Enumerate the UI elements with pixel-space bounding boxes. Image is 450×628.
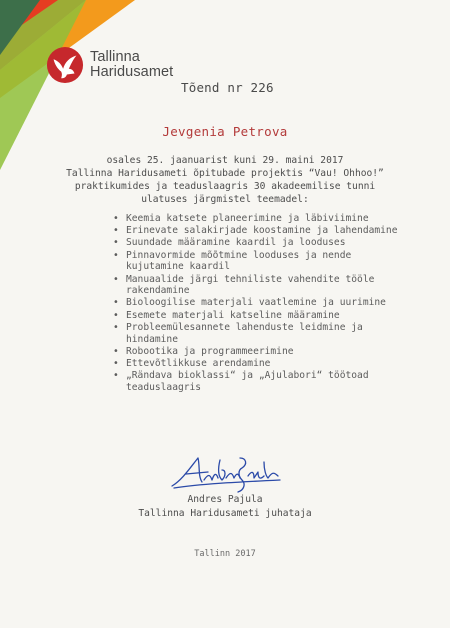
brand-name-line1: Tallinna [90,49,140,65]
topic-item: • Erinevate salakirjade koostamine ja lahendamine [113,225,403,237]
place-and-year: Tallinn 2017 [194,549,256,559]
intro-line: osales 25. jaanuarist kuni 29. maini 2017 [106,155,344,166]
brand-logo [46,46,173,84]
intro-text [40,154,410,206]
intro-line: praktikumides ja teaduslaagris 30 akadeemilise tunni [74,181,376,192]
topic-list [113,213,403,394]
signer-block [0,493,450,521]
topic-item: • Esemete materjali katseline määramine [113,310,403,322]
topic-item: • Pinnavormide mõõtmine looduses ja nende kujutamine kaardil [113,250,403,273]
intro-line: Tallinna Haridusameti õpitubade projektis “Vau! Ohhoo!” [66,168,384,179]
signer-name: Andres Pajula [187,494,263,505]
brand-name [90,50,173,80]
corner-decoration [0,0,140,175]
signer-title: Tallinna Haridusameti juhataja [138,508,312,519]
topic-item: • Ettevõtlikkuse arendamine [113,358,403,370]
bird-emblem-icon [46,46,84,84]
brand-name-line2: Haridusamet [90,64,174,80]
topic-item: • „Rändava bioklassi“ ja „Ajulabori“ töötoad teaduslaagris [113,370,403,393]
topic-item: • Manuaalide järgi tehniliste vahendite tööle rakendamine [113,274,403,297]
topic-item: • Keemia katsete planeerimine ja läbiviimine [113,213,403,225]
intro-line: ulatuses järgmistel teemadel: [141,194,309,205]
topic-item: • Probleemülesannete lahenduste leidmine ja hindamine [113,322,403,345]
topic-item: • Robootika ja programmeerimine [113,346,403,358]
topic-item: • Suundade määramine kaardil ja looduses [113,237,403,249]
handwritten-signature [168,452,286,494]
recipient-name: Jevgenia Petrova [162,124,288,139]
topic-item: • Bioloogilise materjali vaatlemine ja uurimine [113,297,403,309]
certificate-number: Tõend nr 226 [181,80,274,95]
